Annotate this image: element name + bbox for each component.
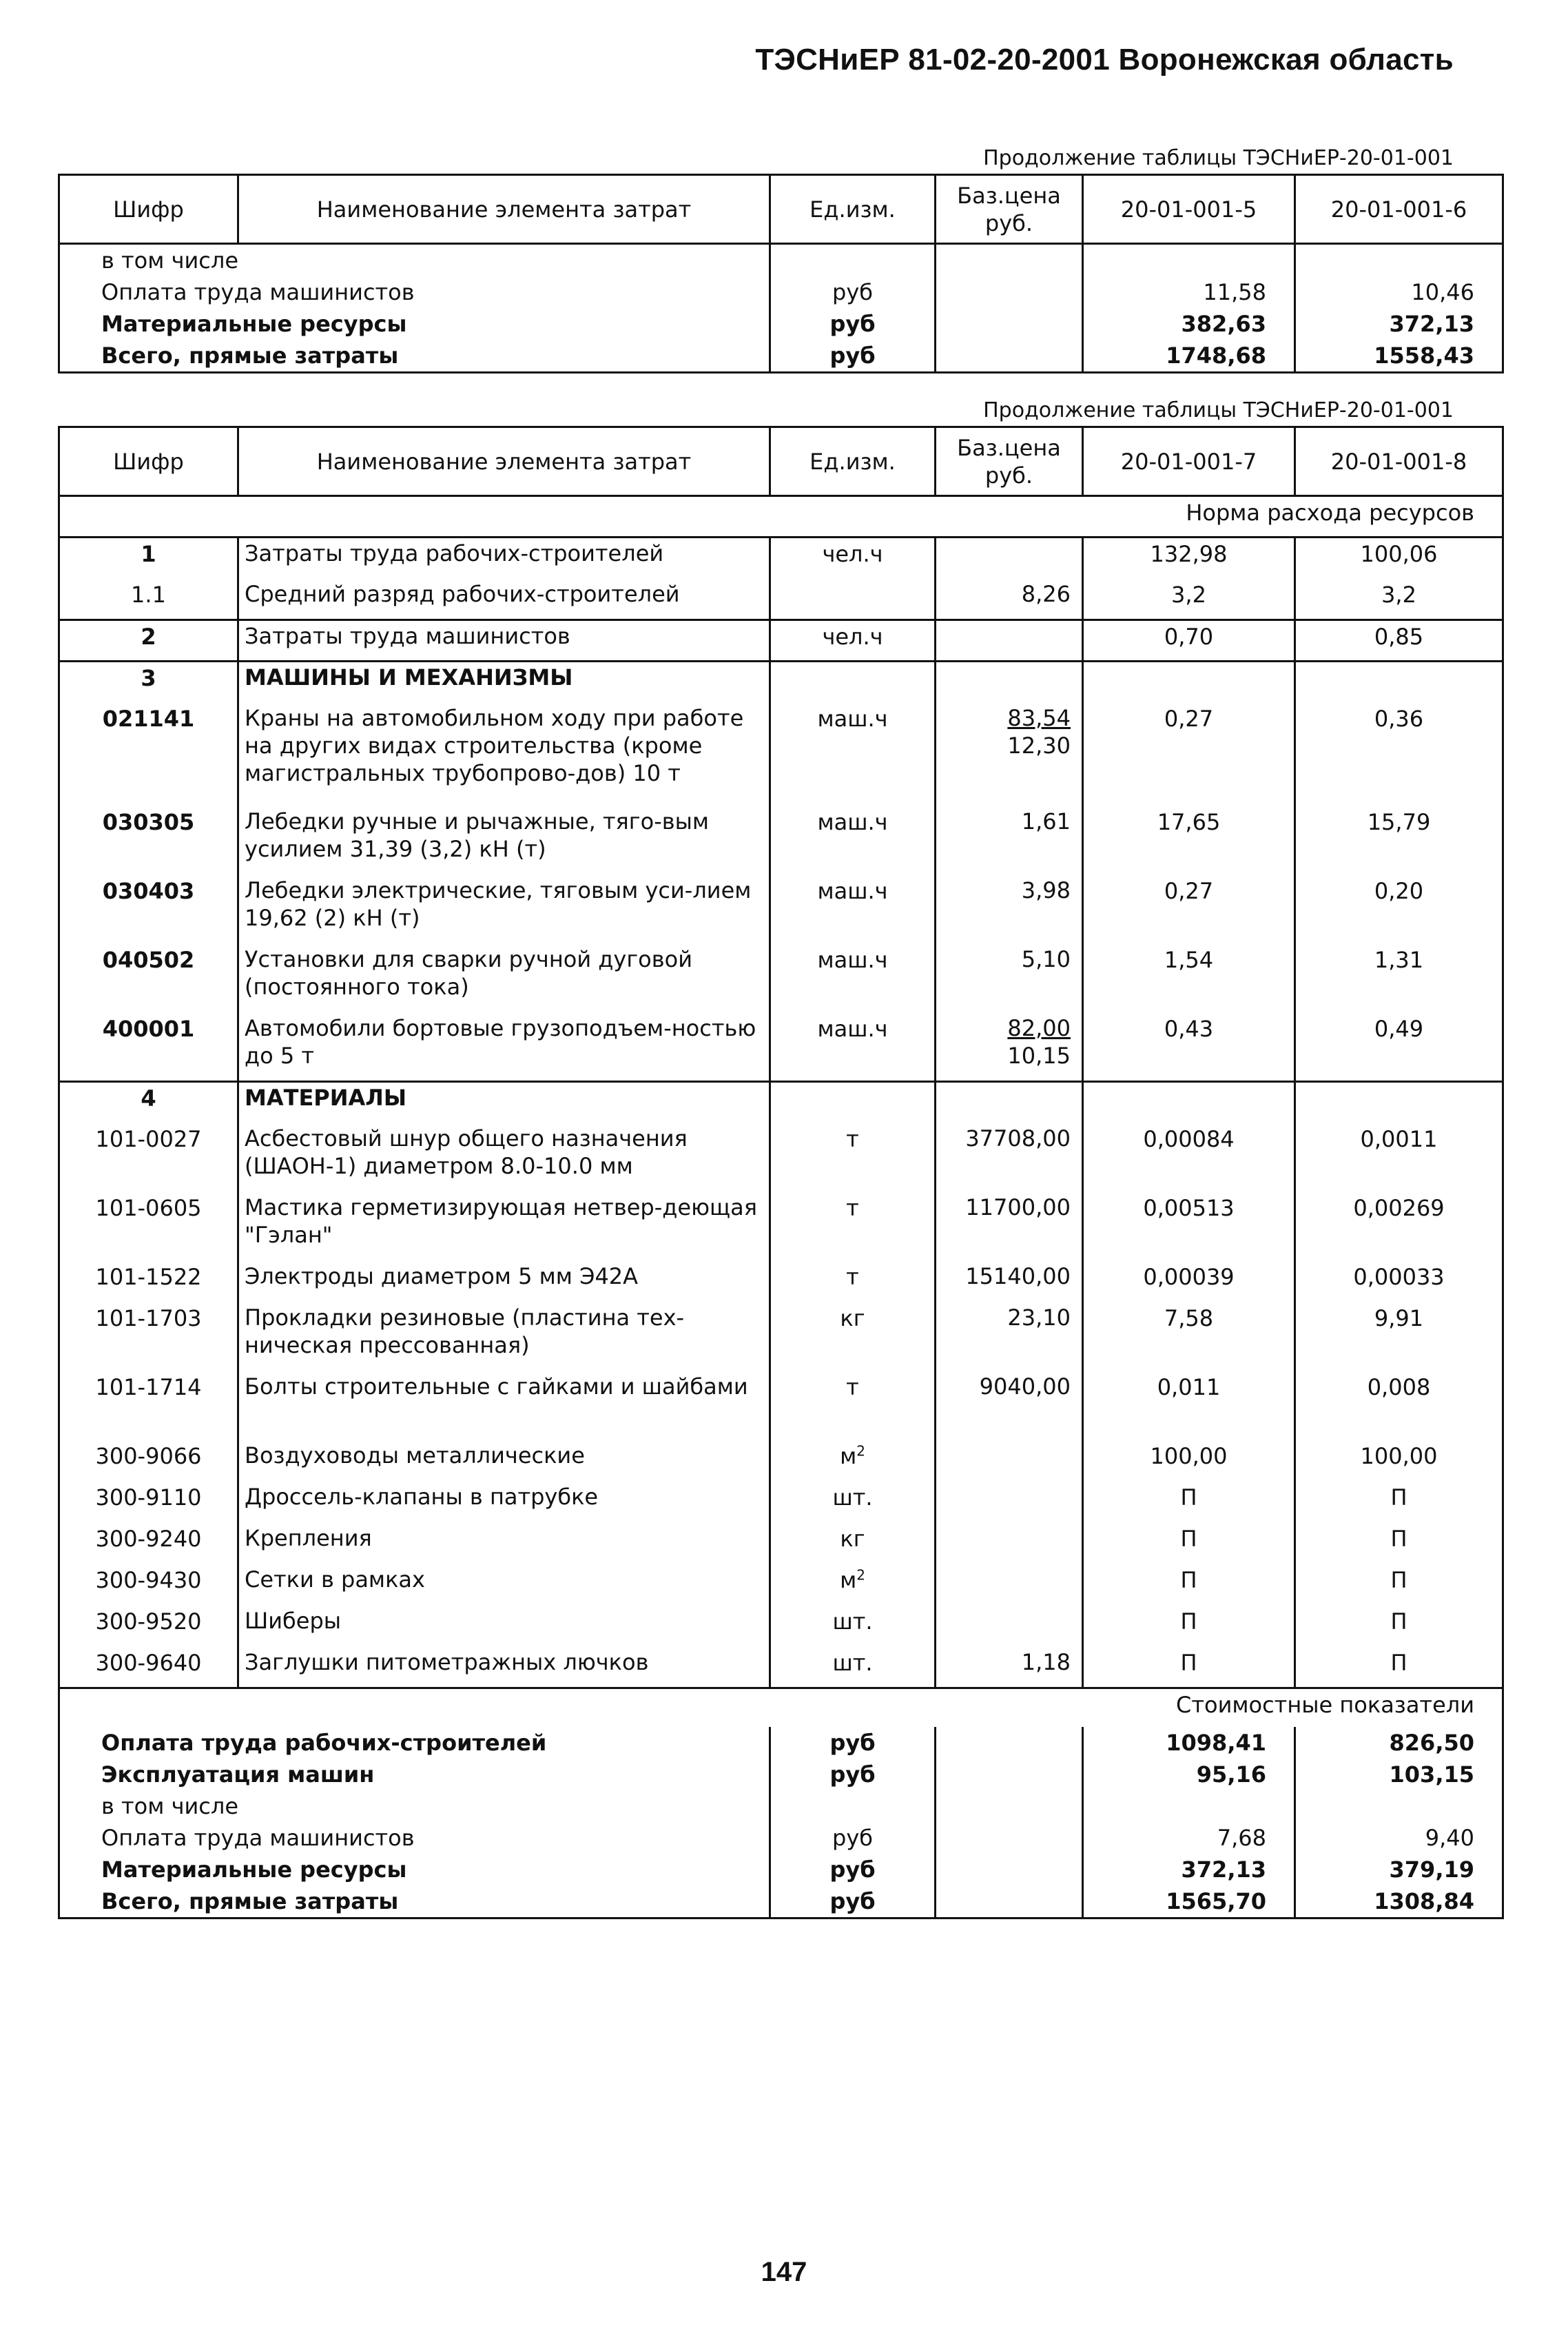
col-header-name: Наименование элемента затрат bbox=[238, 175, 770, 244]
row-price-main: 5,10 bbox=[1021, 945, 1071, 972]
row-name: Средний разряд рабочих-строителей bbox=[238, 579, 770, 620]
summary-unit: руб bbox=[770, 276, 936, 308]
table-row bbox=[59, 703, 1503, 806]
row-unit-text: т bbox=[846, 1125, 859, 1152]
row-value-b: 9,91 bbox=[1295, 1302, 1503, 1371]
row-price bbox=[936, 1123, 1083, 1192]
summary-value-b: 1558,43 bbox=[1295, 340, 1503, 373]
summary-name: Оплата труда рабочих-строителей bbox=[59, 1727, 770, 1759]
row-value-b: 0,00033 bbox=[1295, 1261, 1503, 1302]
row-unit-exponent: 2 bbox=[856, 1566, 865, 1583]
row-code: 101-0027 bbox=[59, 1123, 238, 1192]
row-name: Воздуховоды металлические bbox=[238, 1440, 770, 1482]
table-row bbox=[59, 875, 1503, 944]
summary-price bbox=[936, 1854, 1083, 1885]
row-code: 300-9640 bbox=[59, 1647, 238, 1688]
row-unit-text: шт. bbox=[832, 1649, 873, 1676]
row-value-b: П bbox=[1295, 1564, 1503, 1606]
summary-value-b bbox=[1295, 1790, 1503, 1822]
row-unit bbox=[770, 806, 936, 875]
summary-price bbox=[936, 340, 1083, 373]
summary-value-b bbox=[1295, 244, 1503, 277]
row-price-main: 37708,00 bbox=[965, 1125, 1071, 1152]
summary-price bbox=[936, 1790, 1083, 1822]
row-price-main: 83,54 bbox=[1007, 704, 1071, 731]
row-value-a: 0,27 bbox=[1083, 703, 1295, 806]
row-code: 101-1703 bbox=[59, 1302, 238, 1371]
row-name: МАШИНЫ И МЕХАНИЗМЫ bbox=[238, 662, 770, 703]
row-price bbox=[936, 1482, 1083, 1523]
row-code: 101-1714 bbox=[59, 1371, 238, 1440]
row-unit bbox=[770, 1013, 936, 1082]
row-price-secondary: 10,15 bbox=[1007, 1042, 1071, 1069]
row-price bbox=[936, 1606, 1083, 1647]
row-code: 101-1522 bbox=[59, 1261, 238, 1302]
row-unit bbox=[770, 1440, 936, 1482]
row-unit bbox=[770, 703, 936, 806]
row-price-main: 1,18 bbox=[1021, 1648, 1071, 1675]
summary-unit: руб bbox=[770, 1759, 936, 1790]
row-unit bbox=[770, 1647, 936, 1688]
row-value-a: 132,98 bbox=[1083, 538, 1295, 579]
row-code: 400001 bbox=[59, 1013, 238, 1082]
row-unit-text: маш.ч bbox=[817, 1015, 888, 1042]
summary-name: Материальные ресурсы bbox=[59, 308, 770, 340]
summary-value-b: 379,19 bbox=[1295, 1854, 1503, 1885]
row-value-a: 17,65 bbox=[1083, 806, 1295, 875]
col-header-a: 20-01-001-5 bbox=[1083, 175, 1295, 244]
row-value-a: 1,54 bbox=[1083, 944, 1295, 1013]
summary-value-b: 10,46 bbox=[1295, 276, 1503, 308]
row-code: 2 bbox=[59, 620, 238, 662]
row-unit bbox=[770, 1482, 936, 1523]
row-value-b: 0,00269 bbox=[1295, 1192, 1503, 1261]
row-value-b: П bbox=[1295, 1647, 1503, 1688]
row-code: 300-9240 bbox=[59, 1523, 238, 1564]
summary-price bbox=[936, 1885, 1083, 1919]
row-price-main: 15140,00 bbox=[965, 1262, 1071, 1289]
row-code: 030305 bbox=[59, 806, 238, 875]
row-unit-text: т bbox=[846, 1373, 859, 1400]
row-unit-text: шт. bbox=[832, 1484, 873, 1511]
row-name: Установки для сварки ручной дуговой (постоянного тока) bbox=[238, 944, 770, 1013]
row-value-a: 3,2 bbox=[1083, 579, 1295, 620]
row-price bbox=[936, 875, 1083, 944]
row-name: Сетки в рамках bbox=[238, 1564, 770, 1606]
row-unit-exponent: 2 bbox=[856, 1442, 865, 1459]
summary-row bbox=[59, 1727, 1503, 1759]
row-price bbox=[936, 1082, 1083, 1123]
row-name: Шиберы bbox=[238, 1606, 770, 1647]
summary-row bbox=[59, 1822, 1503, 1854]
summary-row bbox=[59, 1759, 1503, 1790]
table-row bbox=[59, 579, 1503, 620]
summary-row bbox=[59, 276, 1503, 308]
row-price bbox=[936, 1192, 1083, 1261]
summary-price bbox=[936, 1822, 1083, 1854]
row-name: Крепления bbox=[238, 1523, 770, 1564]
row-unit bbox=[770, 1371, 936, 1440]
row-price-main: 11700,00 bbox=[965, 1194, 1071, 1220]
page-number: 147 bbox=[761, 2257, 807, 2287]
row-value-b: 0,49 bbox=[1295, 1013, 1503, 1082]
row-value-a: П bbox=[1083, 1482, 1295, 1523]
row-value-b: 100,06 bbox=[1295, 538, 1503, 579]
summary-price bbox=[936, 1727, 1083, 1759]
row-value-b: 100,00 bbox=[1295, 1440, 1503, 1482]
row-unit-text: м bbox=[840, 1442, 857, 1469]
summary-value-b: 372,13 bbox=[1295, 308, 1503, 340]
table-row bbox=[59, 1013, 1503, 1082]
row-price bbox=[936, 944, 1083, 1013]
row-code: 300-9066 bbox=[59, 1440, 238, 1482]
summary-unit: руб bbox=[770, 308, 936, 340]
row-name: Болты строительные с гайками и шайбами bbox=[238, 1371, 770, 1440]
summary-value-b: 9,40 bbox=[1295, 1822, 1503, 1854]
row-value-b: 0,008 bbox=[1295, 1371, 1503, 1440]
row-unit bbox=[770, 875, 936, 944]
row-price-main: 1,61 bbox=[1021, 808, 1071, 835]
col-header-price: Баз.цена руб. bbox=[936, 175, 1083, 244]
summary-price bbox=[936, 244, 1083, 277]
summary-unit: руб bbox=[770, 1822, 936, 1854]
summary-row bbox=[59, 1885, 1503, 1919]
table-row bbox=[59, 1192, 1503, 1261]
row-code: 4 bbox=[59, 1082, 238, 1123]
row-name: Дроссель-клапаны в патрубке bbox=[238, 1482, 770, 1523]
summary-unit: руб bbox=[770, 1885, 936, 1919]
summary-value-a: 382,63 bbox=[1083, 308, 1295, 340]
table-row bbox=[59, 1082, 1503, 1123]
summary-unit bbox=[770, 244, 936, 277]
row-code: 3 bbox=[59, 662, 238, 703]
row-unit-text: чел.ч bbox=[822, 541, 883, 567]
row-price bbox=[936, 1013, 1083, 1082]
row-unit bbox=[770, 1261, 936, 1302]
table-row bbox=[59, 1123, 1503, 1192]
row-name: Краны на автомобильном ходу при работе на других видах строительства (кроме магистральных трубопрово-дов) 10 т bbox=[238, 703, 770, 806]
page-header-title: ТЭСНиЕР 81-02-20-2001 Воронежская область bbox=[755, 43, 1454, 76]
summary-value-b: 826,50 bbox=[1295, 1727, 1503, 1759]
summary-value-a bbox=[1083, 244, 1295, 277]
table-row bbox=[59, 1606, 1503, 1647]
row-unit-text: чел.ч bbox=[822, 624, 883, 650]
row-unit bbox=[770, 579, 936, 620]
summary-name: Материальные ресурсы bbox=[59, 1854, 770, 1885]
row-price bbox=[936, 1371, 1083, 1440]
row-price bbox=[936, 1564, 1083, 1606]
summary-value-a: 1565,70 bbox=[1083, 1885, 1295, 1919]
row-value-b: 1,31 bbox=[1295, 944, 1503, 1013]
row-value-a bbox=[1083, 1082, 1295, 1123]
table-row bbox=[59, 1647, 1503, 1688]
row-value-a: П bbox=[1083, 1647, 1295, 1688]
row-code: 300-9110 bbox=[59, 1482, 238, 1523]
row-value-a: 0,00084 bbox=[1083, 1123, 1295, 1192]
table-row bbox=[59, 538, 1503, 579]
table-row bbox=[59, 1302, 1503, 1371]
col-header-a: 20-01-001-7 bbox=[1083, 427, 1295, 496]
row-unit-text: маш.ч bbox=[817, 877, 888, 904]
summary-row bbox=[59, 1854, 1503, 1885]
summary-unit: руб bbox=[770, 340, 936, 373]
summary-value-a bbox=[1083, 1790, 1295, 1822]
row-unit bbox=[770, 1302, 936, 1371]
row-value-a: 7,58 bbox=[1083, 1302, 1295, 1371]
row-unit-text: маш.ч bbox=[817, 808, 888, 835]
row-value-b: 0,85 bbox=[1295, 620, 1503, 662]
table-1-body bbox=[59, 244, 1503, 373]
summary-unit: руб bbox=[770, 1727, 936, 1759]
row-unit-text: т bbox=[846, 1194, 859, 1221]
table-continuation-label-2: Продолжение таблицы ТЭСНиЕР-20-01-001 bbox=[983, 398, 1454, 422]
summary-value-a: 1748,68 bbox=[1083, 340, 1295, 373]
row-price-main: 82,00 bbox=[1007, 1014, 1071, 1041]
cost-label: Стоимостные показатели bbox=[59, 1688, 1503, 1727]
row-unit bbox=[770, 538, 936, 579]
row-value-b: 15,79 bbox=[1295, 806, 1503, 875]
summary-name: Оплата труда машинистов bbox=[59, 1822, 770, 1854]
summary-value-a: 11,58 bbox=[1083, 276, 1295, 308]
row-value-a: 0,00513 bbox=[1083, 1192, 1295, 1261]
summary-row bbox=[59, 308, 1503, 340]
col-header-code: Шифр bbox=[59, 427, 238, 496]
row-unit-text: кг bbox=[840, 1525, 865, 1552]
col-header-b: 20-01-001-8 bbox=[1295, 427, 1503, 496]
row-name: Лебедки ручные и рычажные, тяго-вым усилием 31,39 (3,2) кН (т) bbox=[238, 806, 770, 875]
row-name: Электроды диаметром 5 мм Э42А bbox=[238, 1261, 770, 1302]
row-name: Автомобили бортовые грузоподъем-ностью до 5 т bbox=[238, 1013, 770, 1082]
row-value-a: П bbox=[1083, 1606, 1295, 1647]
row-value-a: П bbox=[1083, 1523, 1295, 1564]
row-price bbox=[936, 579, 1083, 620]
row-value-a: 0,011 bbox=[1083, 1371, 1295, 1440]
row-unit bbox=[770, 1523, 936, 1564]
table-continuation-label: Продолжение таблицы ТЭСНиЕР-20-01-001 bbox=[983, 146, 1454, 170]
row-unit-text: маш.ч bbox=[817, 946, 888, 973]
row-unit bbox=[770, 620, 936, 662]
row-price bbox=[936, 806, 1083, 875]
table-row bbox=[59, 662, 1503, 703]
summary-value-b: 1308,84 bbox=[1295, 1885, 1503, 1919]
row-value-a: 0,43 bbox=[1083, 1013, 1295, 1082]
summary-price bbox=[936, 276, 1083, 308]
summary-row bbox=[59, 1790, 1503, 1822]
norm-label: Норма расхода ресурсов bbox=[59, 496, 1503, 538]
summary-unit bbox=[770, 1790, 936, 1822]
summary-name: Всего, прямые затраты bbox=[59, 1885, 770, 1919]
table-row bbox=[59, 1564, 1503, 1606]
table-row bbox=[59, 1440, 1503, 1482]
table-row bbox=[59, 1261, 1503, 1302]
row-price-secondary: 12,30 bbox=[1007, 732, 1071, 759]
col-header-unit: Ед.изм. bbox=[770, 175, 936, 244]
row-price bbox=[936, 1523, 1083, 1564]
row-value-a: 0,70 bbox=[1083, 620, 1295, 662]
summary-price bbox=[936, 308, 1083, 340]
table-row bbox=[59, 1482, 1503, 1523]
cost-table-2 bbox=[58, 426, 1504, 1919]
summary-name: в том числе bbox=[59, 244, 770, 277]
row-code: 300-9520 bbox=[59, 1606, 238, 1647]
row-price-main: 23,10 bbox=[1007, 1304, 1071, 1331]
row-unit-text: кг bbox=[840, 1304, 865, 1331]
table-row bbox=[59, 620, 1503, 662]
summary-row bbox=[59, 244, 1503, 277]
row-unit bbox=[770, 1192, 936, 1261]
col-header-name: Наименование элемента затрат bbox=[238, 427, 770, 496]
table-row bbox=[59, 1523, 1503, 1564]
row-unit-text: м bbox=[840, 1566, 857, 1593]
row-value-a bbox=[1083, 662, 1295, 703]
row-price-main: 3,98 bbox=[1021, 877, 1071, 903]
table-row bbox=[59, 806, 1503, 875]
row-code: 300-9430 bbox=[59, 1564, 238, 1606]
row-unit bbox=[770, 1082, 936, 1123]
row-price bbox=[936, 662, 1083, 703]
col-header-b: 20-01-001-6 bbox=[1295, 175, 1503, 244]
row-unit bbox=[770, 662, 936, 703]
row-value-b bbox=[1295, 1082, 1503, 1123]
summary-value-b: 103,15 bbox=[1295, 1759, 1503, 1790]
row-price bbox=[936, 620, 1083, 662]
col-header-price: Баз.цена руб. bbox=[936, 427, 1083, 496]
row-value-b: 0,36 bbox=[1295, 703, 1503, 806]
row-code: 030403 bbox=[59, 875, 238, 944]
row-name: МАТЕРИАЛЫ bbox=[238, 1082, 770, 1123]
row-value-b: 0,20 bbox=[1295, 875, 1503, 944]
col-header-code: Шифр bbox=[59, 175, 238, 244]
summary-name: Всего, прямые затраты bbox=[59, 340, 770, 373]
summary-row bbox=[59, 340, 1503, 373]
row-code: 021141 bbox=[59, 703, 238, 806]
row-unit bbox=[770, 1606, 936, 1647]
row-price bbox=[936, 1302, 1083, 1371]
row-value-a: П bbox=[1083, 1564, 1295, 1606]
summary-value-a: 1098,41 bbox=[1083, 1727, 1295, 1759]
summary-value-a: 7,68 bbox=[1083, 1822, 1295, 1854]
row-unit bbox=[770, 1123, 936, 1192]
summary-name: Эксплуатация машин bbox=[59, 1759, 770, 1790]
col-header-unit: Ед.изм. bbox=[770, 427, 936, 496]
row-code: 040502 bbox=[59, 944, 238, 1013]
summary-price bbox=[936, 1759, 1083, 1790]
row-price bbox=[936, 1440, 1083, 1482]
row-code: 1 bbox=[59, 538, 238, 579]
row-price bbox=[936, 1261, 1083, 1302]
row-value-b: 0,0011 bbox=[1295, 1123, 1503, 1192]
row-name: Затраты труда рабочих-строителей bbox=[238, 538, 770, 579]
row-value-a: 100,00 bbox=[1083, 1440, 1295, 1482]
row-price bbox=[936, 1647, 1083, 1688]
row-unit bbox=[770, 1564, 936, 1606]
row-value-b: П bbox=[1295, 1606, 1503, 1647]
table-2-body bbox=[59, 538, 1503, 1688]
table-row bbox=[59, 944, 1503, 1013]
row-name: Прокладки резиновые (пластина тех-ническая прессованная) bbox=[238, 1302, 770, 1371]
row-price-main: 9040,00 bbox=[979, 1373, 1071, 1400]
row-price-main: 8,26 bbox=[1021, 580, 1071, 607]
row-value-b: 3,2 bbox=[1295, 579, 1503, 620]
summary-name: в том числе bbox=[59, 1790, 770, 1822]
summary-value-a: 95,16 bbox=[1083, 1759, 1295, 1790]
table-row bbox=[59, 1371, 1503, 1440]
row-unit-text: шт. bbox=[832, 1608, 873, 1635]
row-name: Асбестовый шнур общего назначения (ШАОН-1) диаметром 8.0-10.0 мм bbox=[238, 1123, 770, 1192]
summary-value-a: 372,13 bbox=[1083, 1854, 1295, 1885]
row-code: 1.1 bbox=[59, 579, 238, 620]
row-value-b: П bbox=[1295, 1523, 1503, 1564]
table-2-summary bbox=[59, 1727, 1503, 1919]
row-value-a: 0,00039 bbox=[1083, 1261, 1295, 1302]
row-name: Затраты труда машинистов bbox=[238, 620, 770, 662]
row-unit-text: т bbox=[846, 1263, 859, 1290]
summary-name: Оплата труда машинистов bbox=[59, 276, 770, 308]
row-unit-text: маш.ч bbox=[817, 705, 888, 732]
row-price bbox=[936, 703, 1083, 806]
row-name: Мастика герметизирующая нетвер-деющая "Гэлан" bbox=[238, 1192, 770, 1261]
summary-unit: руб bbox=[770, 1854, 936, 1885]
row-value-a: 0,27 bbox=[1083, 875, 1295, 944]
row-value-b: П bbox=[1295, 1482, 1503, 1523]
row-name: Лебедки электрические, тяговым уси-лием 19,62 (2) кН (т) bbox=[238, 875, 770, 944]
row-value-b bbox=[1295, 662, 1503, 703]
row-name: Заглушки питометражных лючков bbox=[238, 1647, 770, 1688]
row-price bbox=[936, 538, 1083, 579]
row-code: 101-0605 bbox=[59, 1192, 238, 1261]
row-unit bbox=[770, 944, 936, 1013]
cost-table-1 bbox=[58, 174, 1504, 374]
